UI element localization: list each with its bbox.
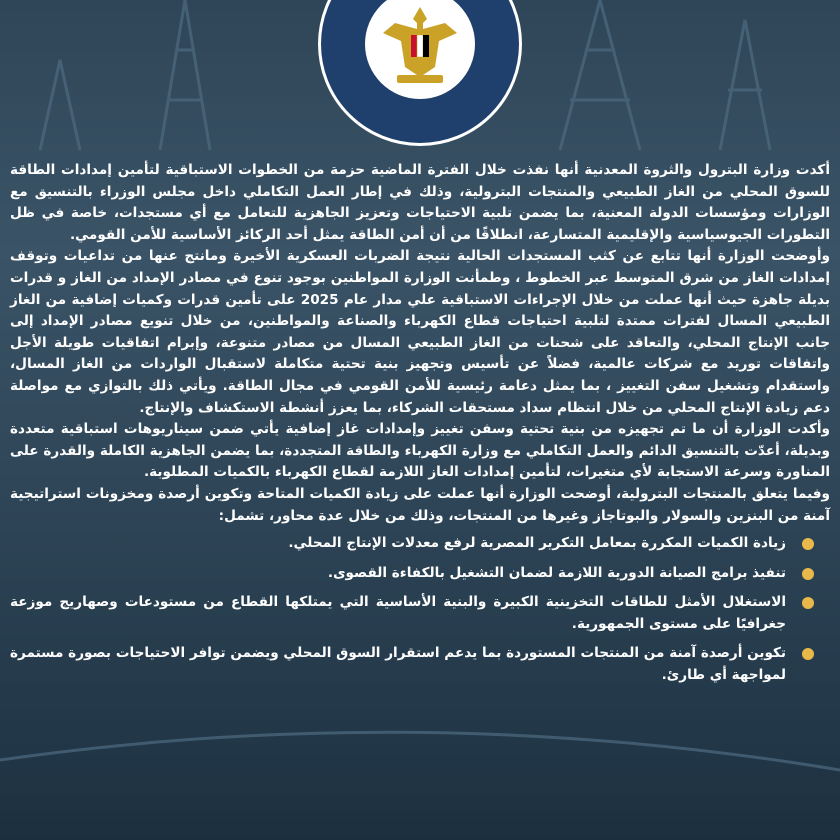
bullet-dot-icon: [802, 538, 814, 550]
list-item-text: الاستغلال الأمثل للطاقات التخزينية الكبيرة والبنية الأساسية التي يمتلكها القطاع من مستودعات وصهاريج موزعة جغرافيًا على مستوى الجمهورية.: [10, 594, 786, 632]
bullet-dot-icon: [802, 568, 814, 580]
list-item: [10, 643, 830, 686]
eagle-icon: [365, 0, 475, 99]
eagle-emblem: [365, 0, 475, 99]
list-item: [10, 533, 830, 555]
paragraph: أكدت وزارة البترول والثروة المعدنية أنها نفذت خلال الفترة الماضية حزمة من الخطوات الاستباقية لتأمين إمدادات الطاقة للسوق المحلي من الغاز الطبيعي والمنتجات البترولية، وذلك في إطار العمل التكاملي داخل مجلس الوزراء بالتنسيق مع الوزارات ومؤسسات الدولة المعنية، بما يضمن تلبية الاحتياجات وتعزيز الجاهزية للتعامل مع أي مستجدات، خاصة في ظل التطورات الجيوسياسية والإقليمية المتسارعة، انطلاقًا من أن أمن الطاقة يمثل أحد الركائز الأساسية للأمن القومي.: [10, 162, 830, 243]
measures-list: [10, 533, 830, 687]
ministry-logo: [318, 0, 522, 146]
paragraph: وأوضحت الوزارة أنها تتابع عن كثب المستجدات الحالية نتيجة الضربات العسكرية الأخيرة ومانتج عنها من تداعيات وتوقف إمدادات الغاز من شرق المتوسط عبر الخطوط ، وطمأنت الوزارة المواطنين بوجود تنوع في مصادر الإمداد من الغاز و قدرات بديلة جاهزة حيث أنها عملت من خلال الإجراءات الاستباقية علي مدار عام 2025 على تأمين قدرات وكميات إضافية من الغاز الطبيعي المسال لفترات ممتدة لتلبية احتياجات قطاع الكهرباء والصناعة والمواطنين، من خلال تنويع مصادر الإمداد إلى جانب الإنتاج المحلي، والتعاقد على شحنات من الغاز الطبيعي المسال من مصادر متنوعة، وإبرام اتفاقيات طويلة الأجل واتفاقات توريد مع شركات عالمية، فضلاً عن تأسيس وتجهيز بنية تحتية متكاملة لاستقبال الواردات من الغاز المسال، واستقدام وتشغيل سفن التغييز ، بما يمثل دعامة رئيسية للأمن القومي في مجال الطاقة. ويأتي ذلك بالتوازي مع مواصلة دعم زيادة الإنتاج المحلي من خلال انتظام سداد مستحقات الشركاء، بما يعزز أنشطة الاستكشاف والإنتاج.: [10, 248, 830, 416]
list-item: [10, 563, 830, 585]
bullet-dot-icon: [802, 597, 814, 609]
paragraph: وأكدت الوزارة أن ما تم تجهيزه من بنية تحتية وسفن تغييز وإمدادات غاز إضافية يأتي ضمن سيناريوهات استباقية متعددة وبديلة، أعدّت بالتنسيق الدائم والعمل التكاملي مع وزارة الكهرباء والطاقة المتجددة، بما يضمن الجاهزية الكاملة والقدرة على المناورة وسرعة الاستجابة لأي متغيرات، لتأمين إمدادات الغاز اللازمة لقطاع الكهرباء بالكميات المطلوبة.: [10, 421, 830, 481]
paragraph: وفيما يتعلق بالمنتجات البترولية، أوضحت الوزارة أنها عملت على زيادة الكميات المتاحة وتكوين أرصدة ومخزونات استراتيجية آمنة من البنزين والسولار والبوتاجاز وغيرها من المنتجات، وذلك من خلال عدة محاور، تشمل:: [10, 485, 830, 524]
list-item-text: زيادة الكميات المكررة بمعامل التكرير المصرية لرفع معدلات الإنتاج المحلي.: [288, 535, 786, 552]
list-item-text: تنفيذ برامج الصيانة الدورية اللازمة لضمان التشغيل بالكفاءة القصوى.: [327, 564, 786, 581]
list-item-text: تكوين أرصدة آمنة من المنتجات المستوردة بما يدعم استقرار السوق المحلي ويضمن توافر الاحتياجات بصورة مستمرة لمواجهة أي طارئ.: [10, 645, 786, 684]
list-item: [10, 592, 830, 635]
bullet-dot-icon: [802, 648, 814, 660]
statement-body: [10, 160, 830, 695]
